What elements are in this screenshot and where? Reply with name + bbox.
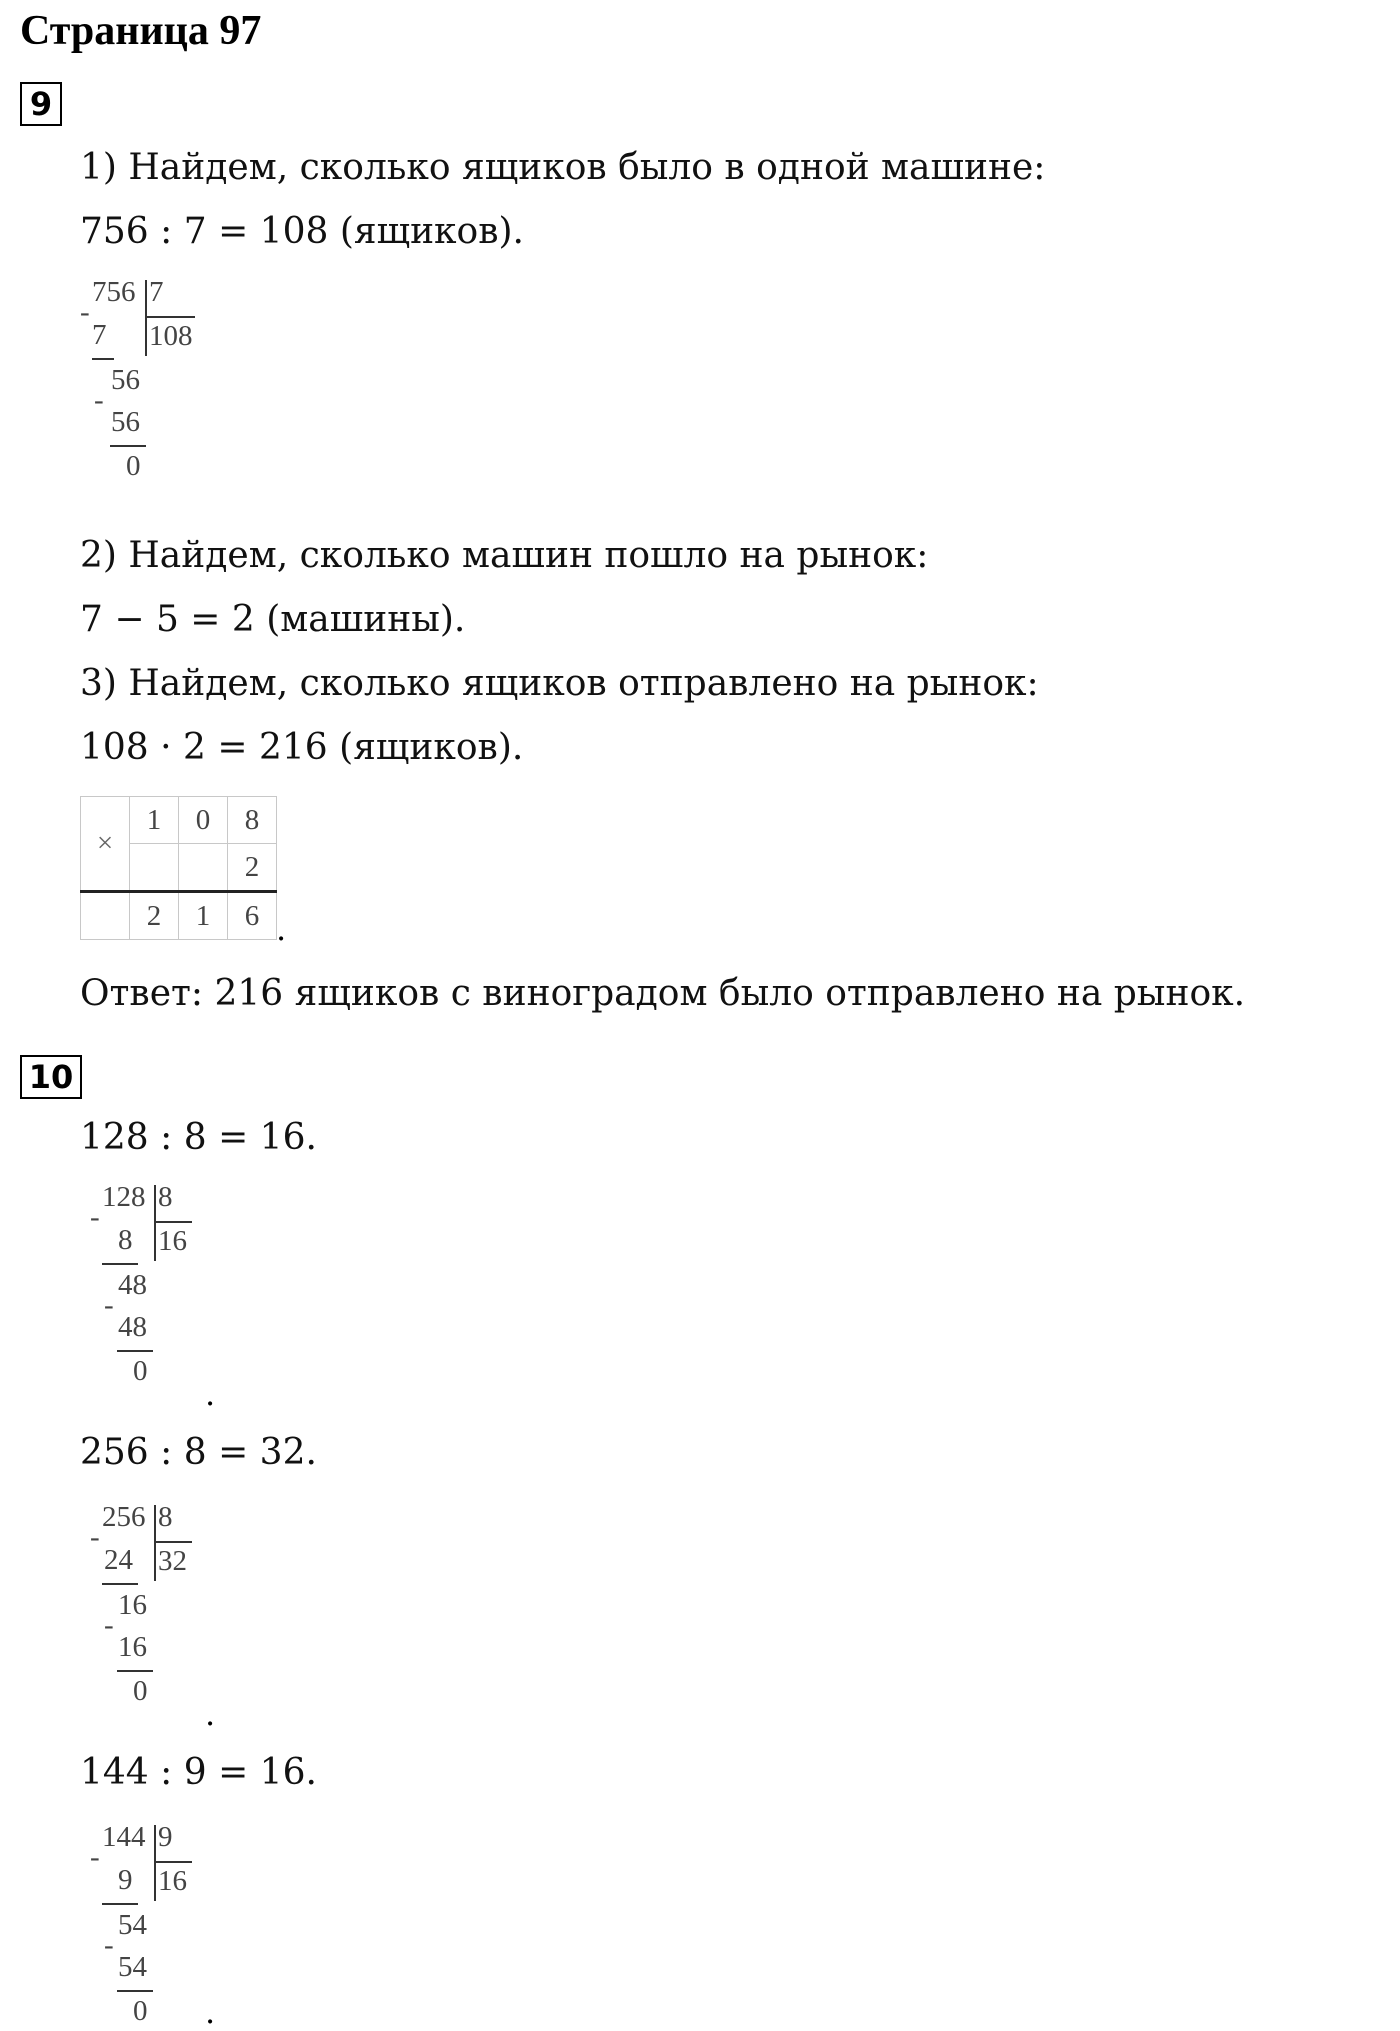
dividend: 144	[102, 1821, 146, 1853]
underline-2	[117, 1350, 153, 1352]
subtrahend-2: 56	[111, 406, 140, 438]
period: .	[276, 910, 287, 948]
minus-sign: -	[80, 296, 90, 328]
task-10-equation-2: 256 : 8 = 32.	[80, 1432, 317, 1473]
digit: 8	[228, 797, 277, 844]
task-10-equation-3: 144 : 9 = 16.	[80, 1752, 317, 1793]
remainder-2: 0	[133, 1355, 148, 1387]
multiply-sign: ×	[81, 797, 130, 892]
digit: 1	[130, 797, 179, 844]
quotient: 16	[158, 1865, 187, 1897]
quotient: 32	[158, 1545, 187, 1577]
underline-1	[102, 1263, 138, 1265]
digit: 2	[228, 844, 277, 892]
page-title: Страница 97	[20, 8, 262, 54]
subtrahend-2: 16	[118, 1631, 147, 1663]
divider-vertical	[154, 1185, 156, 1261]
divider-horizontal	[154, 1221, 192, 1223]
task-9-step-1: 1) Найдем, сколько ящиков было в одной машине:	[80, 147, 1046, 188]
minus-sign: -	[104, 1609, 114, 1641]
remainder-2: 0	[133, 1995, 148, 2027]
period: .	[205, 1375, 216, 1413]
task-9-equation-2: 7 − 5 = 2 (машины).	[80, 599, 466, 640]
digit: 2	[130, 892, 179, 940]
underline-1	[102, 1903, 138, 1905]
remainder-1: 56	[111, 364, 140, 396]
divider-vertical	[145, 280, 147, 356]
digit: 1	[179, 892, 228, 940]
subtrahend-1: 24	[104, 1544, 133, 1576]
underline-1	[92, 358, 114, 360]
digit	[130, 844, 179, 892]
divider-horizontal	[145, 316, 195, 318]
remainder-2: 0	[126, 450, 141, 482]
divisor: 8	[158, 1501, 173, 1533]
minus-sign: -	[90, 1841, 100, 1873]
minus-sign: -	[94, 384, 104, 416]
task-9-step-3: 3) Найдем, сколько ящиков отправлено на рынок:	[80, 663, 1039, 704]
subtrahend-1: 8	[118, 1224, 133, 1256]
task-9-equation-1: 756 : 7 = 108 (ящиков).	[80, 211, 524, 252]
task-10-number: 10	[20, 1055, 82, 1099]
digit: 6	[228, 892, 277, 940]
digit: 0	[179, 797, 228, 844]
minus-sign: -	[90, 1521, 100, 1553]
divisor: 9	[158, 1821, 173, 1853]
subtrahend-2: 54	[118, 1951, 147, 1983]
divider-vertical	[154, 1825, 156, 1901]
period: .	[205, 1993, 216, 2031]
divisor: 8	[158, 1181, 173, 1213]
quotient: 108	[149, 320, 193, 352]
remainder-1: 16	[118, 1589, 147, 1621]
task-9-step-2: 2) Найдем, сколько машин пошло на рынок:	[80, 535, 929, 576]
task-9-number: 9	[20, 82, 62, 126]
underline-2	[117, 1670, 153, 1672]
dividend: 256	[102, 1501, 146, 1533]
column-multiplication-table	[80, 796, 277, 940]
minus-sign: -	[104, 1929, 114, 1961]
empty-cell	[81, 892, 130, 940]
period: .	[205, 1695, 216, 1733]
task-9-equation-3: 108 · 2 = 216 (ящиков).	[80, 727, 524, 768]
quotient: 16	[158, 1225, 187, 1257]
underline-2	[117, 1990, 153, 1992]
minus-sign: -	[90, 1201, 100, 1233]
remainder-1: 54	[118, 1909, 147, 1941]
subtrahend-2: 48	[118, 1311, 147, 1343]
subtrahend-1: 9	[118, 1864, 133, 1896]
subtrahend-1: 7	[92, 319, 107, 351]
divisor: 7	[149, 276, 164, 308]
task-9-answer: Ответ: 216 ящиков с виноградом было отправлено на рынок.	[80, 973, 1246, 1014]
remainder-1: 48	[118, 1269, 147, 1301]
task-10-equation-1: 128 : 8 = 16.	[80, 1117, 317, 1158]
divider-horizontal	[154, 1861, 192, 1863]
divider-horizontal	[154, 1541, 192, 1543]
underline-2	[110, 445, 146, 447]
divider-vertical	[154, 1505, 156, 1581]
minus-sign: -	[104, 1289, 114, 1321]
dividend: 128	[102, 1181, 146, 1213]
dividend: 756	[92, 276, 136, 308]
underline-1	[102, 1583, 138, 1585]
remainder-2: 0	[133, 1675, 148, 1707]
digit	[179, 844, 228, 892]
